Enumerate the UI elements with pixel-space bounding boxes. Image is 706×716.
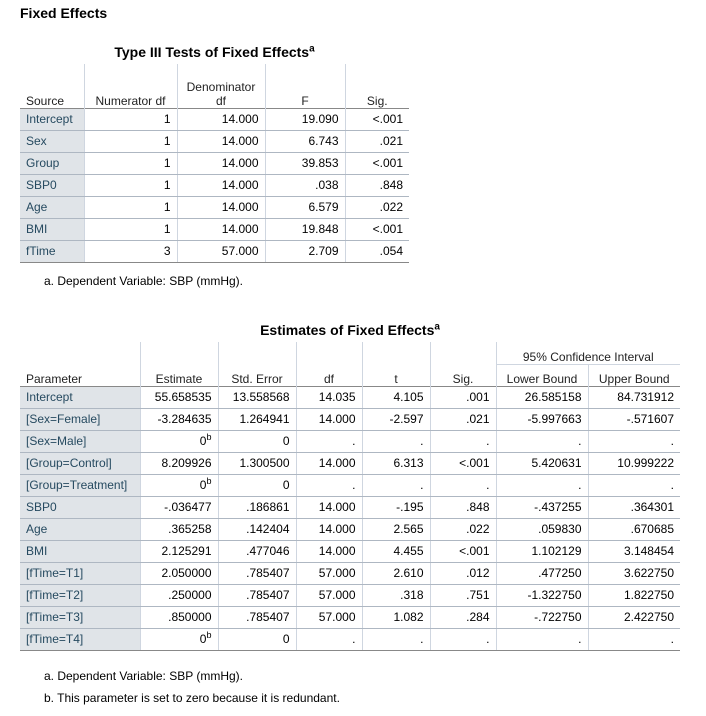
t-cell: 2.610 [362,562,430,584]
col-header-df: df [296,342,362,386]
estimate-cell: 2.050000 [140,562,218,584]
col-header-ci-group: 95% Confidence Interval [496,342,680,364]
denominator-df-cell: 14.000 [177,196,265,218]
lower-bound-cell: . [496,430,588,452]
lower-bound-cell: -.722750 [496,606,588,628]
type3-tests-table [20,44,409,263]
denominator-df-cell: 14.000 [177,218,265,240]
sig-cell: <.001 [345,152,409,174]
sig-cell: <.001 [345,108,409,130]
df-cell: 14.000 [296,540,362,562]
table-row [20,584,680,606]
sig-cell: . [430,430,496,452]
numerator-df-cell: 1 [84,130,177,152]
denominator-df-cell: 14.000 [177,108,265,130]
numerator-df-cell: 3 [84,240,177,262]
source-cell: Group [20,152,84,174]
std-error-cell: .785407 [218,562,296,584]
df-cell: 57.000 [296,584,362,606]
parameter-cell: BMI [20,540,140,562]
col-header-source: Source [26,93,65,108]
std-error-cell: .186861 [218,496,296,518]
type3-footnote: a. Dependent Variable: SBP (mmHg). [44,274,243,288]
upper-bound-cell: . [588,430,680,452]
sig-cell: .022 [430,518,496,540]
upper-bound-cell: . [588,474,680,496]
t-cell: 2.565 [362,518,430,540]
std-error-cell: .785407 [218,606,296,628]
t-cell: . [362,474,430,496]
source-cell: Intercept [20,108,84,130]
estimate-cell: -.036477 [140,496,218,518]
source-cell: SBP0 [20,174,84,196]
df-cell: . [296,628,362,650]
f-cell: 19.090 [265,108,345,130]
table-row [20,240,409,262]
sig-cell: .284 [430,606,496,628]
table-row [20,540,680,562]
parameter-cell: [fTime=T2] [20,584,140,606]
sig-cell: .848 [430,496,496,518]
std-error-cell: .477046 [218,540,296,562]
table-row [20,130,409,152]
parameter-cell: [Sex=Female] [20,408,140,430]
estimate-cell: 2.125291 [140,540,218,562]
df-cell: . [296,430,362,452]
parameter-cell: [fTime=T3] [20,606,140,628]
table-row [20,386,680,408]
f-cell: 2.709 [265,240,345,262]
lower-bound-cell: -5.997663 [496,408,588,430]
lower-bound-cell: . [496,628,588,650]
upper-bound-cell: . [588,628,680,650]
f-cell: 6.743 [265,130,345,152]
estimates-table-body [20,386,680,650]
sig-cell: <.001 [430,540,496,562]
table-row [20,628,680,650]
sig-cell: .021 [430,408,496,430]
parameter-cell: Age [20,518,140,540]
upper-bound-cell: 2.422750 [588,606,680,628]
denominator-df-cell: 14.000 [177,174,265,196]
t-cell: .318 [362,584,430,606]
sig-cell: . [430,474,496,496]
sig-cell: .021 [345,130,409,152]
numerator-df-cell: 1 [84,174,177,196]
numerator-df-cell: 1 [84,196,177,218]
table-row [20,452,680,474]
df-cell: . [296,474,362,496]
sig-cell: .751 [430,584,496,606]
estimate-cell: 0$^b$ [140,430,218,452]
table-row [20,430,680,452]
col-header-denominator-df: Denominator df [177,64,265,108]
lower-bound-cell: 26.585158 [496,386,588,408]
source-cell: Age [20,196,84,218]
numerator-df-cell: 1 [84,108,177,130]
sig-cell: .022 [345,196,409,218]
t-cell: -.195 [362,496,430,518]
lower-bound-cell: -.437255 [496,496,588,518]
df-cell: 14.000 [296,496,362,518]
section-title: Fixed Effects [20,5,108,21]
sig-cell: <.001 [345,218,409,240]
f-cell: 6.579 [265,196,345,218]
table-row [20,474,680,496]
table-row [20,218,409,240]
sig-cell: . [430,628,496,650]
sig-cell: <.001 [430,452,496,474]
std-error-cell: 0 [218,628,296,650]
estimates-footnote-a: a. Dependent Variable: SBP (mmHg). [44,669,243,683]
col-header-parameter: Parameter [26,371,83,386]
std-error-cell: 1.300500 [218,452,296,474]
col-header-estimate: Estimate [140,342,218,386]
lower-bound-cell: -1.322750 [496,584,588,606]
t-cell: 4.105 [362,386,430,408]
sig-cell: .848 [345,174,409,196]
upper-bound-cell: -.571607 [588,408,680,430]
table-row [20,408,680,430]
col-header-upper-bound: Upper Bound [588,364,680,386]
std-error-cell: .785407 [218,584,296,606]
df-cell: 57.000 [296,606,362,628]
estimate-cell: 8.209926 [140,452,218,474]
t-cell: -2.597 [362,408,430,430]
lower-bound-cell: .059830 [496,518,588,540]
upper-bound-cell: 1.822750 [588,584,680,606]
std-error-cell: .142404 [218,518,296,540]
table-row [20,518,680,540]
df-cell: 14.000 [296,408,362,430]
col-header-sig: Sig. [430,342,496,386]
std-error-cell: 0 [218,474,296,496]
col-header-sig: Sig. [345,64,409,108]
df-cell: 14.035 [296,386,362,408]
lower-bound-cell: 1.102129 [496,540,588,562]
upper-bound-cell: .670685 [588,518,680,540]
sig-cell: .012 [430,562,496,584]
parameter-cell: Intercept [20,386,140,408]
table-row [20,174,409,196]
parameter-cell: [fTime=T1] [20,562,140,584]
source-cell: fTime [20,240,84,262]
df-cell: 57.000 [296,562,362,584]
estimates-table [20,322,680,651]
estimate-cell: -3.284635 [140,408,218,430]
f-cell: 19.848 [265,218,345,240]
upper-bound-cell: 3.622750 [588,562,680,584]
t-cell: . [362,430,430,452]
col-header-lower-bound: Lower Bound [496,364,588,386]
lower-bound-cell: .477250 [496,562,588,584]
upper-bound-cell: .364301 [588,496,680,518]
lower-bound-cell: 5.420631 [496,452,588,474]
estimates-footnote-b: b. This parameter is set to zero because it is redundant. [44,691,340,705]
upper-bound-cell: 3.148454 [588,540,680,562]
denominator-df-cell: 14.000 [177,152,265,174]
df-cell: 14.000 [296,452,362,474]
table-row [20,496,680,518]
df-cell: 14.000 [296,518,362,540]
source-cell: BMI [20,218,84,240]
estimate-cell: .365258 [140,518,218,540]
upper-bound-cell: 84.731912 [588,386,680,408]
type3-title: Type III Tests of Fixed Effects$^a$ [114,43,315,60]
lower-bound-cell: . [496,474,588,496]
estimate-cell: .850000 [140,606,218,628]
sig-cell: .054 [345,240,409,262]
numerator-df-cell: 1 [84,152,177,174]
table-row [20,562,680,584]
parameter-cell: SBP0 [20,496,140,518]
t-cell: 4.455 [362,540,430,562]
upper-bound-cell: 10.999222 [588,452,680,474]
t-cell: 1.082 [362,606,430,628]
denominator-df-cell: 57.000 [177,240,265,262]
std-error-cell: 0 [218,430,296,452]
estimates-title: Estimates of Fixed Effects$^a$ [260,321,440,338]
t-cell: . [362,628,430,650]
std-error-cell: 1.264941 [218,408,296,430]
estimate-cell: .250000 [140,584,218,606]
col-header-std-error: Std. Error [218,342,296,386]
parameter-cell: [fTime=T4] [20,628,140,650]
table-row [20,196,409,218]
col-header-t: t [362,342,430,386]
col-header-f: F [265,64,345,108]
type3-table-body [20,108,409,262]
f-cell: .038 [265,174,345,196]
estimate-cell: 55.658535 [140,386,218,408]
t-cell: 6.313 [362,452,430,474]
col-header-numerator-df: Numerator df [84,64,177,108]
std-error-cell: 13.558568 [218,386,296,408]
f-cell: 39.853 [265,152,345,174]
parameter-cell: [Group=Control] [20,452,140,474]
parameter-cell: [Sex=Male] [20,430,140,452]
source-cell: Sex [20,130,84,152]
parameter-cell: [Group=Treatment] [20,474,140,496]
denominator-df-cell: 14.000 [177,130,265,152]
table-row [20,606,680,628]
numerator-df-cell: 1 [84,218,177,240]
table-row [20,108,409,130]
table-row [20,152,409,174]
sig-cell: .001 [430,386,496,408]
estimate-cell: 0$^b$ [140,474,218,496]
estimate-cell: 0$^b$ [140,628,218,650]
